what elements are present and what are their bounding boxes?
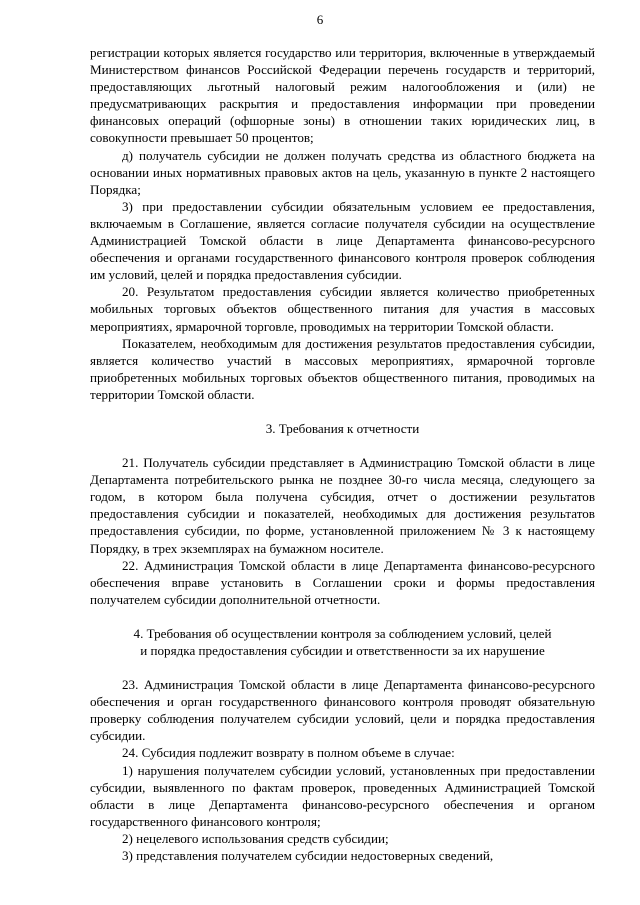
paragraph: д) получатель субсидии не должен получать средства из областного бюджета на основании иных нормативных правовых актов на цель, указанную в пункте 2 настоящего Порядка; (90, 147, 595, 197)
paragraph: 20. Результатом предоставления субсидии является количество приобретенных мобильных торговых объектов общественного питания для участия в массовых мероприятиях, ярмарочной торговле, проводимых на территории Томской области. (90, 284, 595, 334)
paragraph: 3) при предоставлении субсидии обязательным условием ее предоставления, включаемым в Соглашение, является согласие получателя субсидии на осуществление Администрацией Томской области в лице Департамента финансово-ресурсного обеспечения и органами государственного финансового контроля проверок соблюдения им условий, целей и порядка предоставления субсидии. (90, 198, 595, 283)
paragraph: 1) нарушения получателем субсидии условий, установленных при предоставлении субсидии, выявленного по фактам проверок, проведенных Администрацией Томской области в лице Департамента финансово-ресурсного обеспечения и органом государственного финансового контроля; (90, 762, 595, 829)
paragraph: 21. Получатель субсидии представляет в Администрацию Томской области в лице Департамента потребительского рынка не позднее 30-го числа месяца, следующего за годом, в котором была получена субсидия, отчет о достижении результатов предоставления субсидии и показателей, необходимых для достижения результатов предоставления субсидии, по форме, установленной приложением № 3 к настоящему Порядку, в трех экземплярах на бумажном носителе. (90, 455, 595, 556)
document-body (90, 44, 595, 864)
section-heading: 3. Требования к отчетности (265, 420, 420, 436)
page-number: 6 (316, 12, 324, 27)
paragraph: 2) нецелевого использования средств субсидии; (122, 830, 389, 846)
paragraph: 24. Субсидия подлежит возврату в полном объеме в случае: (122, 745, 455, 761)
section-heading-line-2: и порядка предоставления субсидии и ответственности за их нарушение (140, 643, 545, 658)
paragraph: 3) представления получателем субсидии недостоверных сведений, (122, 848, 494, 864)
paragraph: 23. Администрация Томской области в лице Департамента финансово-ресурсного обеспечения и орган государственного финансового контроля проводят обязательную проверку соблюдения получателем субсидии условий, цели и порядка предоставления субсидии. (90, 677, 595, 744)
section-heading: 4. Требования об осуществлении контроля за соблюдением условий, целей (133, 625, 552, 641)
paragraph: 22. Администрация Томской области в лице Департамента финансово-ресурсного обеспечения вправе установить в Соглашении сроки и формы предоставления получателем субсидии дополнительной отчетности. (90, 557, 595, 607)
paragraph: регистрации которых является государство или территория, включенные в утверждаемый Министерством финансов Российской Федерации перечень государств и территорий, предоставляющих льготный налоговый режим налогообложения и (или) не предусматривающих раскрытия и предоставления информации при проведении финансовых операций (офшорные зоны) в отношении таких юридических лиц, в совокупности превышает 50 процентов; (90, 45, 595, 146)
paragraph: Показателем, необходимым для достижения результатов предоставления субсидии, является количество участий в массовых мероприятиях, ярмарочной торговле приобретенных мобильных торговых объектов общественного питания, проводимых на территории Томской области. (90, 335, 595, 402)
